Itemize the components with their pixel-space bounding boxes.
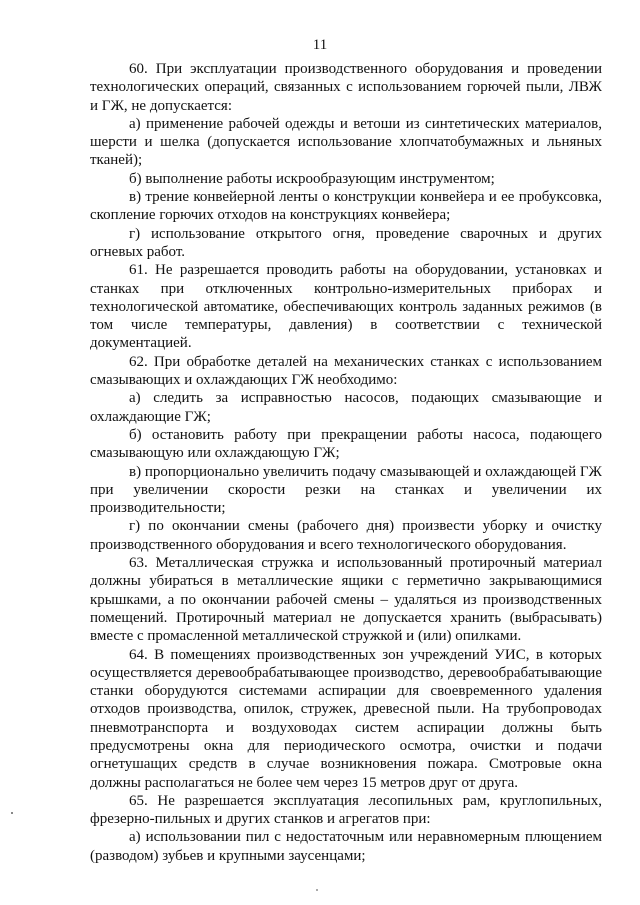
scan-speck: [11, 812, 13, 814]
paragraph-60-v: в) трение конвейерной ленты о конструкции конвейера и ее пробуксовка, скопление горючих отходов на конструкциях конвейера;: [90, 189, 602, 224]
paragraph-62-g: г) по окончании смены (рабочего дня) произвести уборку и очистку производственного оборудования и всего технологического оборудования.: [90, 518, 602, 553]
paragraph-60: 60. При эксплуатации производственного оборудования и проведении технологических операций, связанных с использованием горючей пыли, ЛВЖ и ГЖ, не допускается:: [90, 61, 602, 114]
scan-speck-bottom: [316, 889, 318, 891]
paragraph-63: 63. Металлическая стружка и использованный протирочный материал должны убираться в металлические ящики с герметично закрывающимися крышками, а по окончании рабочей смены – удаляться из производственных помещений. Протирочный материал не допускается хранить (выбрасывать) вместе с промасленной металлической стружкой и (или) опилками.: [90, 555, 602, 645]
paragraph-60-b: б) выполнение работы искрообразующим инструментом;: [129, 170, 495, 187]
paragraph-61: 61. Не разрешается проводить работы на оборудовании, установках и станках при отключенных контрольно-измерительных приборах и технологической автоматике, обеспечивающих контроль заданных режимов (в том числе температуры, давления) в соответствии с технической документацией.: [90, 262, 602, 352]
paragraph-62: 62. При обработке деталей на механических станках с использованием смазывающих и охлаждающих ГЖ необходимо:: [90, 353, 602, 389]
page-number: 11: [312, 37, 328, 53]
paragraph-65: 65. Не разрешается эксплуатация лесопильных рам, круглопильных, фрезерно-пильных и других станков и агрегатов при:: [90, 792, 602, 828]
paragraph-62-v: в) пропорционально увеличить подачу смазывающей и охлаждающей ГЖ при увеличении скорости резки на станках и увеличении их производительности;: [90, 463, 602, 517]
paragraph-60-g: г) использование открытого огня, проведение сварочных и других огневых работ.: [90, 225, 602, 260]
paragraph-64: 64. В помещениях производственных зон учреждений УИС, в которых осуществляется деревообрабатывающее производство, деревообрабатывающие станки оборудуются системами аспирации для своевременного удаления отходов производства, опилок, стружек, древесной пыли. На трубопроводах пневмотранспорта и воздуховодах систем аспирации должны быть предусмотрены окна для периодического осмотра, очистки и подачи огнетушащих средств в случае возникновения пожара. Смотровые окна должны располагаться не более чем через 15 метров друг от друга.: [90, 646, 602, 791]
paragraph-62-a: а) следить за исправностью насосов, подающих смазывающие и охлаждающие ГЖ;: [90, 390, 602, 425]
document-body: [90, 60, 602, 865]
paragraph-60-a: а) применение рабочей одежды и ветоши из синтетических материалов, шерсти и шелка (допускается использование хлопчатобумажных и льняных тканей);: [90, 115, 602, 169]
paragraph-65-a: а) использовании пил с недостаточным или неравномерным плющением (разводом) зубьев и крупными заусенцами;: [90, 829, 602, 864]
paragraph-62-b: б) остановить работу при прекращении работы насоса, подающего смазывающую или охлаждающую ГЖ;: [90, 426, 602, 462]
